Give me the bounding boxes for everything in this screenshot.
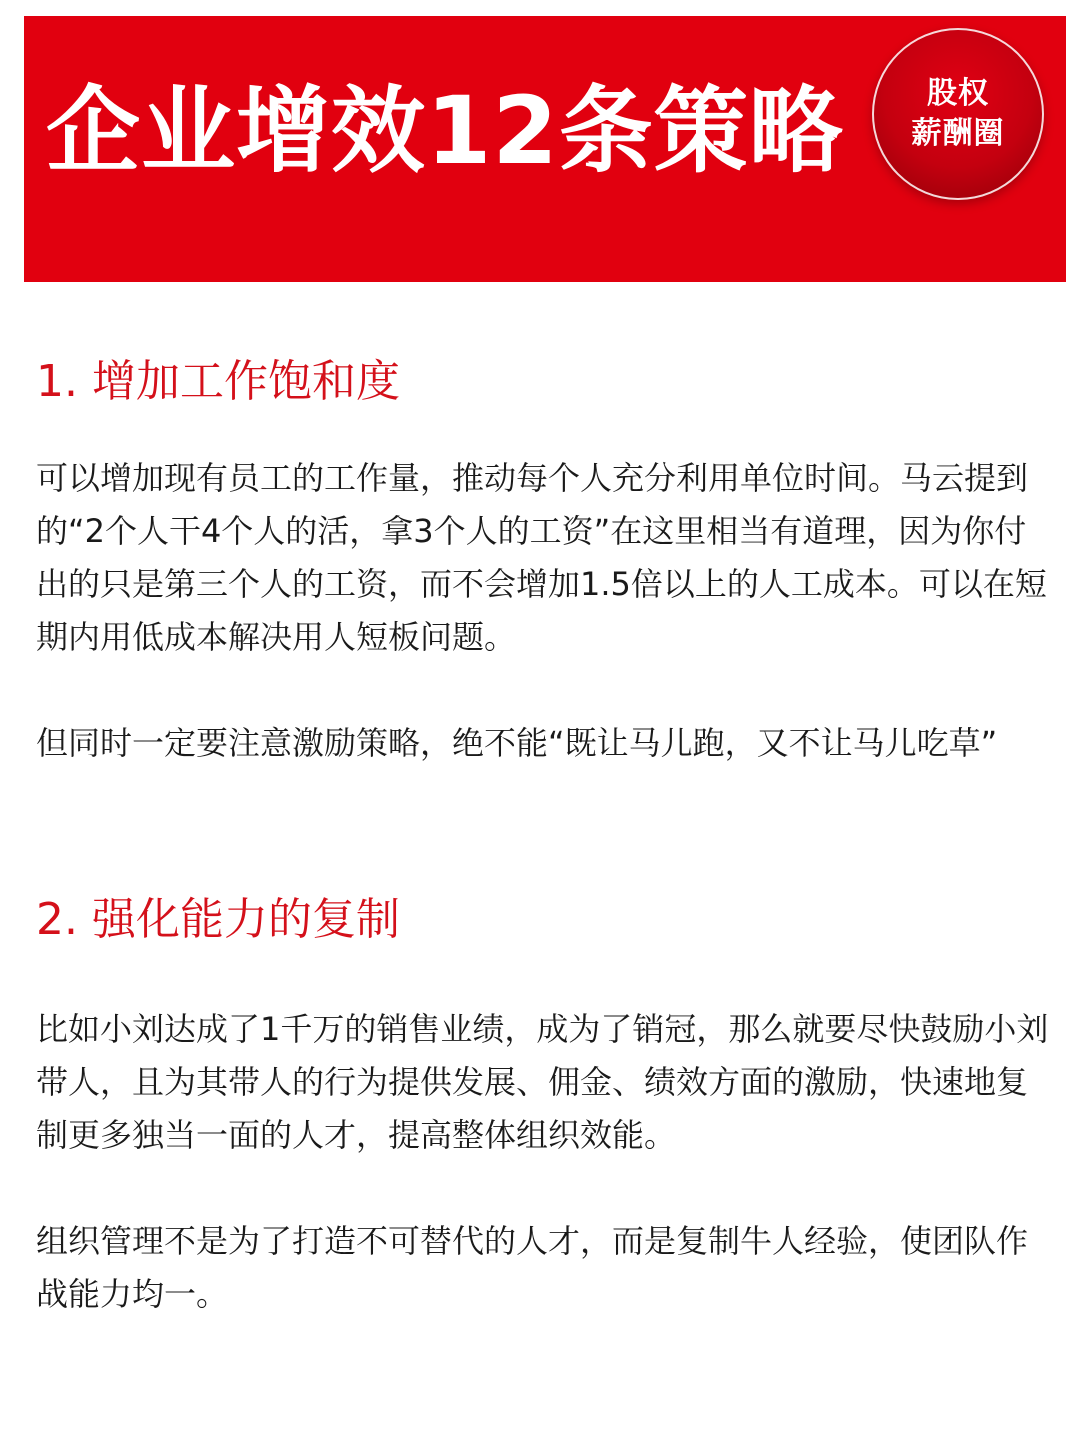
brand-badge <box>872 28 1044 200</box>
section-paragraph: 比如小刘达成了1千万的销售业绩，成为了销冠，那么就要尽快鼓励小刘带人，且为其带人的行为提供发展、佣金、绩效方面的激励，快速地复制更多独当一面的人才，提高整体组织效能。 <box>36 1010 1049 1154</box>
title-banner <box>24 16 1066 282</box>
section-heading: 2. 强化能力的复制 <box>36 894 400 945</box>
section-1 <box>36 352 1056 770</box>
section-paragraph: 可以增加现有员工的工作量，推动每个人充分利用单位时间。马云提到的“2个人干4个人的活，拿3个人的工资”在这里相当有道理，因为你付出的只是第三个人的工资，而不会增加1.5倍以上的人工成本。可以在短期内用低成本解决用人短板问题。 <box>36 459 1047 656</box>
section-heading: 1. 增加工作饱和度 <box>36 356 400 407</box>
page-title: 企业增效12条策略 <box>46 77 844 186</box>
section-paragraph: 组织管理不是为了打造不可替代的人才，而是复制牛人经验，使团队作战能力均一。 <box>36 1222 1029 1313</box>
badge-text-line-2: 薪酬圈 <box>911 116 1005 151</box>
badge-text-line-1: 股权 <box>927 76 989 111</box>
section-2 <box>36 890 1056 1321</box>
section-paragraph: 但同时一定要注意激励策略，绝不能“既让马儿跑，又不让马儿吃草” <box>36 724 998 762</box>
